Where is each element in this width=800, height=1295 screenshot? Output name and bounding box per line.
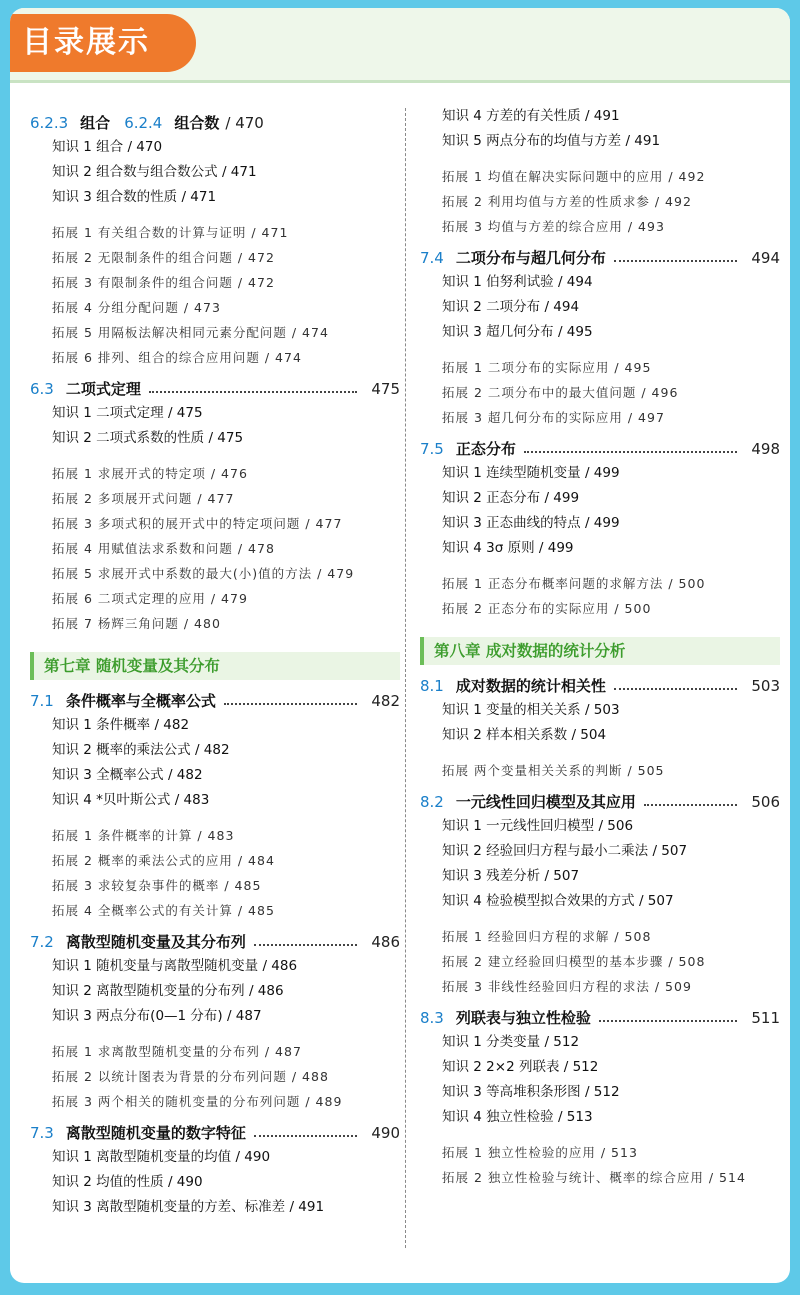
extension-item: 拓展 2 二项分布中的最大值问题 / 496 bbox=[442, 385, 679, 400]
extension-item: 拓展 6 排列、组合的综合应用问题 / 474 bbox=[52, 350, 302, 365]
dot-leader bbox=[254, 944, 357, 946]
toc-section bbox=[30, 688, 400, 923]
knowledge-item: 知识 3 等高堆积条形图 / 512 bbox=[442, 1084, 620, 1100]
section-title: 离散型随机变量的数字特征 bbox=[65, 1124, 246, 1142]
knowledge-item: 知识 3 组合数的性质 / 471 bbox=[52, 189, 217, 205]
extension-item: 拓展 6 二项式定理的应用 / 479 bbox=[52, 591, 248, 606]
section-page: 490 bbox=[371, 1123, 400, 1142]
extension-item: 拓展 2 建立经验回归模型的基本步骤 / 508 bbox=[442, 954, 706, 969]
section-title: 二项式定理 bbox=[65, 380, 141, 398]
knowledge-item: 知识 3 离散型随机变量的方差、标准差 / 491 bbox=[52, 1199, 325, 1215]
knowledge-item: 知识 4 3σ 原则 / 499 bbox=[442, 540, 574, 556]
extension-item: 拓展 2 独立性检验与统计、概率的综合应用 / 514 bbox=[442, 1170, 746, 1185]
knowledge-item: 知识 4 检验模型拟合效果的方式 / 507 bbox=[442, 893, 674, 909]
extension-item: 拓展 2 多项展开式问题 / 477 bbox=[52, 491, 235, 506]
chapter-7-heading: 第七章 随机变量及其分布 bbox=[30, 652, 400, 680]
knowledge-item: 知识 2 二项式系数的性质 / 475 bbox=[52, 430, 244, 446]
extension-item: 拓展 5 用隔板法解决相同元素分配问题 / 474 bbox=[52, 325, 329, 340]
left-sections bbox=[30, 110, 400, 636]
spacer bbox=[30, 813, 400, 823]
spacer bbox=[420, 914, 780, 924]
section-page: 482 bbox=[371, 691, 400, 710]
knowledge-item: 知识 1 分类变量 / 512 bbox=[442, 1034, 580, 1050]
dot-leader bbox=[599, 1020, 737, 1022]
section-number: 7.4 bbox=[420, 248, 444, 267]
extension-item: 拓展 4 全概率公式的有关计算 / 485 bbox=[52, 903, 275, 918]
page-frame bbox=[10, 8, 790, 1283]
toc-section bbox=[420, 245, 780, 430]
extension-item: 拓展 1 求离散型随机变量的分布列 / 487 bbox=[52, 1044, 302, 1059]
extension-item: 拓展 4 分组分配问题 / 473 bbox=[52, 300, 221, 315]
extension-item: 拓展 3 非线性经验回归方程的求法 / 509 bbox=[442, 979, 692, 994]
section-number: 8.2 bbox=[420, 792, 444, 811]
extension-item: 拓展 2 无限制条件的组合问题 / 472 bbox=[52, 250, 275, 265]
section-number: 6.3 bbox=[30, 379, 54, 398]
section-heading bbox=[420, 673, 780, 698]
knowledge-item: 知识 2 组合数与组合数公式 / 471 bbox=[52, 164, 257, 180]
toc-section bbox=[420, 1005, 780, 1190]
section-title: 离散型随机变量及其分布列 bbox=[65, 933, 246, 951]
extension-item: 拓展 3 求较复杂事件的概率 / 485 bbox=[52, 878, 262, 893]
knowledge-item: 知识 2 二项分布 / 494 bbox=[442, 299, 580, 315]
extension-item: 拓展 1 正态分布概率问题的求解方法 / 500 bbox=[442, 576, 706, 591]
dot-leader bbox=[524, 451, 737, 453]
extension-item: 拓展 3 多项式积的展开式中的特定项问题 / 477 bbox=[52, 516, 343, 531]
column-divider bbox=[405, 108, 406, 1248]
spacer bbox=[30, 1029, 400, 1039]
section-title: 成对数据的统计相关性 bbox=[455, 677, 606, 695]
section-heading bbox=[30, 376, 400, 401]
section-number: 6.2.4 bbox=[124, 113, 163, 132]
left-column bbox=[30, 104, 400, 1220]
knowledge-item: 知识 2 均值的性质 / 490 bbox=[52, 1174, 203, 1190]
section-page: 498 bbox=[751, 439, 780, 458]
dot-leader bbox=[614, 688, 737, 690]
knowledge-item: 知识 1 变量的相关关系 / 503 bbox=[442, 702, 620, 718]
dot-leader bbox=[614, 260, 737, 262]
extension-item: 拓展 2 正态分布的实际应用 / 500 bbox=[442, 601, 652, 616]
knowledge-item: 知识 3 正态曲线的特点 / 499 bbox=[442, 515, 620, 531]
extension-item: 拓展 3 有限制条件的组合问题 / 472 bbox=[52, 275, 275, 290]
extension-item: 拓展 1 均值在解决实际问题中的应用 / 492 bbox=[442, 169, 706, 184]
toc-section bbox=[30, 929, 400, 1114]
extension-item: 拓展 1 独立性检验的应用 / 513 bbox=[442, 1145, 638, 1160]
spacer bbox=[30, 210, 400, 220]
knowledge-item: 知识 2 离散型随机变量的分布列 / 486 bbox=[52, 983, 284, 999]
section-page: 494 bbox=[751, 248, 780, 267]
knowledge-item: 知识 2 经验回归方程与最小二乘法 / 507 bbox=[442, 843, 688, 859]
extension-item: 拓展 3 超几何分布的实际应用 / 497 bbox=[442, 410, 665, 425]
section-page: 486 bbox=[371, 932, 400, 951]
section-page: 511 bbox=[751, 1008, 780, 1027]
knowledge-item: 知识 1 伯努利试验 / 494 bbox=[442, 274, 593, 290]
right-sections bbox=[420, 245, 780, 621]
knowledge-item: 知识 3 两点分布(0—1 分布) / 487 bbox=[52, 1008, 262, 1024]
extension-item: 拓展 1 经验回归方程的求解 / 508 bbox=[442, 929, 652, 944]
extension-item: 拓展 2 利用均值与方差的性质求参 / 492 bbox=[442, 194, 692, 209]
toc-section bbox=[30, 110, 400, 370]
dot-leader bbox=[644, 804, 737, 806]
section-heading bbox=[420, 245, 780, 270]
chapter-8-sections bbox=[420, 673, 780, 1190]
section-number: 8.3 bbox=[420, 1008, 444, 1027]
spacer bbox=[420, 748, 780, 758]
extension-item: 拓展 1 条件概率的计算 / 483 bbox=[52, 828, 235, 843]
dot-leader bbox=[224, 703, 357, 705]
section-page: 503 bbox=[751, 676, 780, 695]
extension-item: 拓展 3 均值与方差的综合应用 / 493 bbox=[442, 219, 665, 234]
knowledge-item: 知识 1 条件概率 / 482 bbox=[52, 717, 190, 733]
section-title: 二项分布与超几何分布 bbox=[455, 249, 606, 267]
spacer bbox=[420, 561, 780, 571]
section-title: 条件概率与全概率公式 bbox=[65, 692, 216, 710]
knowledge-item: 知识 4 独立性检验 / 513 bbox=[442, 1109, 593, 1125]
knowledge-item: 知识 3 超几何分布 / 495 bbox=[442, 324, 593, 340]
knowledge-item: 知识 1 二项式定理 / 475 bbox=[52, 405, 203, 421]
knowledge-item: 知识 1 随机变量与离散型随机变量 / 486 bbox=[52, 958, 298, 974]
toc-section bbox=[30, 1120, 400, 1220]
dot-leader bbox=[254, 1135, 357, 1137]
knowledge-item: 知识 4 方差的有关性质 / 491 bbox=[442, 108, 620, 124]
extension-item: 拓展 1 二项分布的实际应用 / 495 bbox=[442, 360, 652, 375]
extension-item: 拓展 1 求展开式的特定项 / 476 bbox=[52, 466, 248, 481]
section-page: 506 bbox=[751, 792, 780, 811]
extension-item: 拓展 2 以统计图表为背景的分布列问题 / 488 bbox=[52, 1069, 329, 1084]
section-heading bbox=[420, 1005, 780, 1030]
section-heading bbox=[420, 436, 780, 461]
knowledge-item: 知识 1 离散型随机变量的均值 / 490 bbox=[52, 1149, 271, 1165]
spacer bbox=[30, 451, 400, 461]
spacer bbox=[420, 1130, 780, 1140]
spacer bbox=[420, 345, 780, 355]
section-number: 7.3 bbox=[30, 1123, 54, 1142]
knowledge-item: 知识 3 全概率公式 / 482 bbox=[52, 767, 203, 783]
knowledge-item: 知识 5 两点分布的均值与方差 / 491 bbox=[442, 133, 661, 149]
extension-item: 拓展 两个变量相关关系的判断 / 505 bbox=[442, 763, 665, 778]
section-heading bbox=[30, 1120, 400, 1145]
page-title: 目录展示 bbox=[10, 14, 196, 72]
spacer bbox=[420, 154, 780, 164]
toc-section bbox=[420, 789, 780, 999]
section-page: / 470 bbox=[225, 113, 264, 132]
section-title: 列联表与独立性检验 bbox=[455, 1009, 591, 1027]
extension-item: 拓展 1 有关组合数的计算与证明 / 471 bbox=[52, 225, 289, 240]
section-title: 一元线性回归模型及其应用 bbox=[455, 793, 636, 811]
chapter-7-sections bbox=[30, 688, 400, 1220]
section-number: 6.2.3 bbox=[30, 113, 69, 132]
section-heading bbox=[30, 688, 400, 713]
knowledge-item: 知识 2 概率的乘法公式 / 482 bbox=[52, 742, 230, 758]
toc-section bbox=[420, 673, 780, 783]
knowledge-item: 知识 2 样本相关系数 / 504 bbox=[442, 727, 607, 743]
extension-item: 拓展 4 用赋值法求系数和问题 / 478 bbox=[52, 541, 275, 556]
extension-item: 拓展 3 两个相关的随机变量的分布列问题 / 489 bbox=[52, 1094, 343, 1109]
knowledge-item: 知识 1 一元线性回归模型 / 506 bbox=[442, 818, 634, 834]
extension-item: 拓展 7 杨辉三角问题 / 480 bbox=[52, 616, 221, 631]
extension-item: 拓展 2 概率的乘法公式的应用 / 484 bbox=[52, 853, 275, 868]
knowledge-item: 知识 2 2×2 列联表 / 512 bbox=[442, 1059, 599, 1075]
knowledge-item: 知识 3 残差分析 / 507 bbox=[442, 868, 580, 884]
right-continuation bbox=[420, 104, 780, 239]
right-column bbox=[420, 104, 780, 1190]
section-number: 7.1 bbox=[30, 691, 54, 710]
section-heading bbox=[30, 929, 400, 954]
section-title: 正态分布 bbox=[455, 440, 516, 458]
section-number: 8.1 bbox=[420, 676, 444, 695]
knowledge-item: 知识 4 *贝叶斯公式 / 483 bbox=[52, 792, 210, 808]
extension-item: 拓展 5 求展开式中系数的最大(小)值的方法 / 479 bbox=[52, 566, 355, 581]
section-heading bbox=[420, 789, 780, 814]
dot-leader bbox=[149, 391, 357, 393]
chapter-8-heading: 第八章 成对数据的统计分析 bbox=[420, 637, 780, 665]
section-number: 7.5 bbox=[420, 439, 444, 458]
knowledge-item: 知识 1 连续型随机变量 / 499 bbox=[442, 465, 620, 481]
section-title: 组合 bbox=[80, 114, 111, 132]
knowledge-item: 知识 2 正态分布 / 499 bbox=[442, 490, 580, 506]
knowledge-item: 知识 1 组合 / 470 bbox=[52, 139, 163, 155]
toc-section bbox=[30, 376, 400, 636]
section-page: 475 bbox=[371, 379, 400, 398]
section-number: 7.2 bbox=[30, 932, 54, 951]
toc-section bbox=[420, 436, 780, 621]
section-title: 组合数 bbox=[174, 114, 220, 132]
section-heading bbox=[30, 110, 400, 135]
